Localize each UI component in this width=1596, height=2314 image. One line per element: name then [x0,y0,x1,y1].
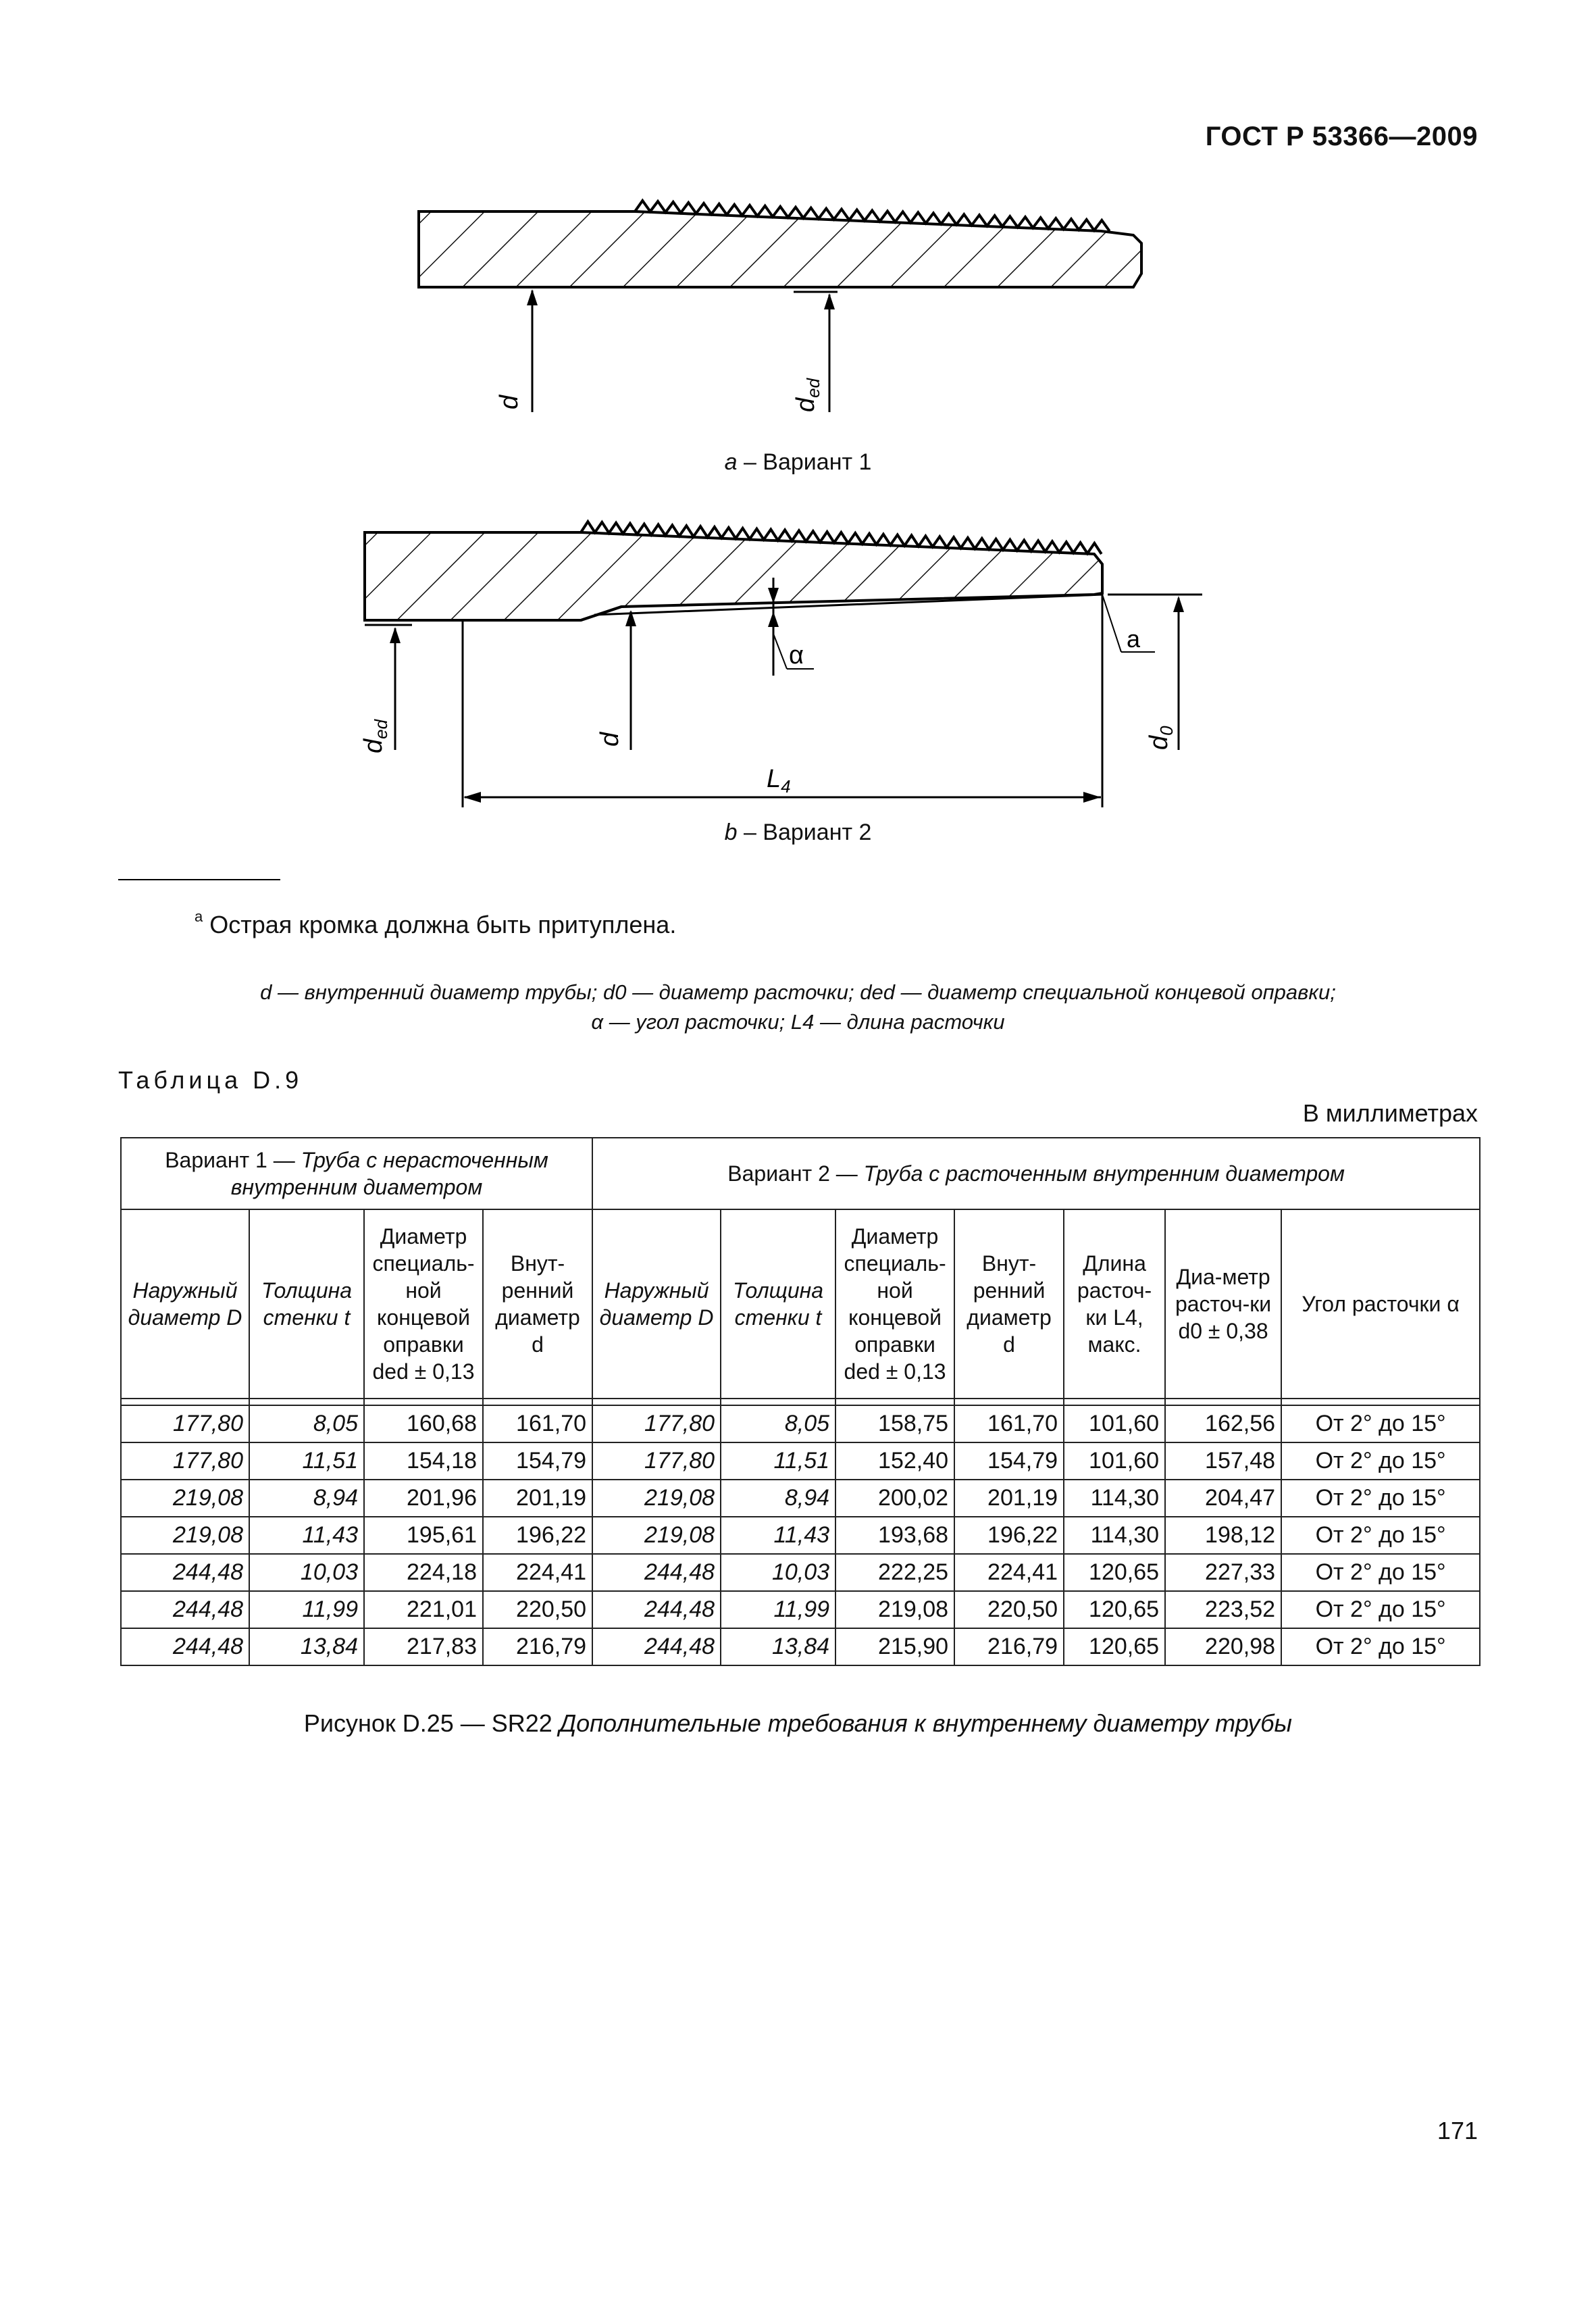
table-cell: 154,18 [364,1442,483,1480]
table-cell: 161,70 [954,1405,1064,1442]
table-cell: 201,19 [483,1480,592,1517]
table-cell: 154,79 [954,1442,1064,1480]
table-cell: 198,12 [1165,1517,1281,1554]
col-outer-diameter-2: Наружный диаметр D [592,1209,721,1399]
table-cell: От 2° до 15° [1281,1480,1480,1517]
table-cell: 196,22 [483,1517,592,1554]
footnote-divider [118,879,280,880]
table-cell: 220,50 [954,1591,1064,1628]
table-row [121,1480,1480,1517]
label-ded-variant2: $d_{ed}$ [359,719,391,753]
table-cell: 201,96 [364,1480,483,1517]
table-cell: 224,41 [954,1554,1064,1591]
col-mandrel-diameter-2: Диаметр специаль-ной концевой оправки ded ± 0,13 [835,1209,954,1399]
variant-a-caption: a – Вариант 1 [724,449,872,475]
table-cell: 8,05 [249,1405,364,1442]
figure-caption: Рисунок D.25 — SR22 Дополнительные требования к внутреннему диаметру трубы [303,1709,1293,1737]
table-units: В миллиметрах [1302,1099,1478,1127]
table-cell: 200,02 [835,1480,954,1517]
col-wall-thickness-2: Толщина стенки t [721,1209,835,1399]
table-row [121,1591,1480,1628]
table-cell: 152,40 [835,1442,954,1480]
table-cell: 13,84 [249,1628,364,1665]
table-cell: 154,79 [483,1442,592,1480]
table-cell: От 2° до 15° [1281,1517,1480,1554]
col-bore-length: Длина расточ-ки L4, макс. [1064,1209,1165,1399]
table-cell: 220,50 [483,1591,592,1628]
table-cell: 201,19 [954,1480,1064,1517]
table-cell: 177,80 [592,1442,721,1480]
table-row [121,1517,1480,1554]
table-cell: 215,90 [835,1628,954,1665]
table-row [121,1554,1480,1591]
col-bore-angle: Угол расточки α [1281,1209,1480,1399]
data-table [120,1137,1481,1666]
table-cell: 120,65 [1064,1554,1165,1591]
table-cell: 13,84 [721,1628,835,1665]
page-number: 171 [1437,2117,1478,2144]
legend-line-2: α — угол расточки; L4 — длина расточки [591,1010,1005,1034]
label-L4: $L_4$ [767,765,791,797]
table-row [121,1405,1480,1442]
table-cell: 219,08 [592,1517,721,1554]
footnote: $^a$ Острая кромка должна быть притуплена. [195,908,677,938]
table-cell: 227,33 [1165,1554,1281,1591]
variant2-section [359,522,1202,807]
table-cell: 195,61 [364,1517,483,1554]
table-cell: 220,98 [1165,1628,1281,1665]
table-cell: От 2° до 15° [1281,1628,1480,1665]
table-cell: 101,60 [1064,1442,1165,1480]
table-cell: 158,75 [835,1405,954,1442]
table-cell: 101,60 [1064,1405,1165,1442]
table-title: Таблица D.9 [118,1066,303,1094]
col-wall-thickness: Толщина стенки t [249,1209,364,1399]
group-header-variant1: Вариант 1 — Труба с нерасточенным внутренним диаметром [121,1138,592,1209]
table-cell: 219,08 [121,1480,249,1517]
table-cell: 224,41 [483,1554,592,1591]
table-cell: 177,80 [121,1442,249,1480]
col-mandrel-diameter: Диаметр специаль-ной концевой оправки ded ± 0,13 [364,1209,483,1399]
table-cell: 8,94 [721,1480,835,1517]
table-cell: 219,08 [835,1591,954,1628]
table-cell: 204,47 [1165,1480,1281,1517]
table-cell: 177,80 [121,1405,249,1442]
table-cell: 162,56 [1165,1405,1281,1442]
col-outer-diameter: Наружный диаметр D [121,1209,249,1399]
label-a-mark: a [1127,625,1141,653]
table-cell: 11,99 [721,1591,835,1628]
table-cell: 157,48 [1165,1442,1281,1480]
table-cell: 244,48 [592,1591,721,1628]
table-row [121,1628,1480,1665]
variant1-section [419,201,1141,412]
table-cell: 193,68 [835,1517,954,1554]
label-ded-variant1: $d_{ed}$ [792,378,823,412]
table-cell: 11,43 [721,1517,835,1554]
table-cell: 11,43 [249,1517,364,1554]
table-cell: 10,03 [249,1554,364,1591]
table-cell: 11,99 [249,1591,364,1628]
table-cell: 244,48 [121,1554,249,1591]
table-cell: От 2° до 15° [1281,1554,1480,1591]
col-bore-diameter: Диа-метр расточ-ки d0 ± 0,38 [1165,1209,1281,1399]
table-cell: 161,70 [483,1405,592,1442]
pipe-drawing [0,0,1596,865]
label-d-variant1: d [495,395,523,409]
col-inner-diameter: Внут-ренний диаметр d [483,1209,592,1399]
table-cell: 11,51 [721,1442,835,1480]
table-cell: 114,30 [1064,1480,1165,1517]
table-cell: 224,18 [364,1554,483,1591]
table-cell: 8,05 [721,1405,835,1442]
table-cell: 120,65 [1064,1628,1165,1665]
table-cell: 8,94 [249,1480,364,1517]
table-cell: 217,83 [364,1628,483,1665]
table-cell: 11,51 [249,1442,364,1480]
table-cell: 244,48 [121,1628,249,1665]
table-row [121,1442,1480,1480]
group-header-variant2: Вариант 2 — Труба с расточенным внутренним диаметром [592,1138,1480,1209]
standard-header: ГОСТ Р 53366—2009 [1205,122,1478,151]
table-cell: 244,48 [592,1628,721,1665]
table-cell: 244,48 [121,1591,249,1628]
table-cell: От 2° до 15° [1281,1442,1480,1480]
table-cell: 10,03 [721,1554,835,1591]
table-cell: 219,08 [121,1517,249,1554]
table-cell: 221,01 [364,1591,483,1628]
table-cell: От 2° до 15° [1281,1405,1480,1442]
table-cell: 114,30 [1064,1517,1165,1554]
table-cell: 196,22 [954,1517,1064,1554]
table-cell: 223,52 [1165,1591,1281,1628]
table-cell: 222,25 [835,1554,954,1591]
legend-line-1: d — внутренний диаметр трубы; d0 — диаметр расточки; ded — диаметр специальной концевой оправки; [260,980,1336,1004]
table-cell: 216,79 [954,1628,1064,1665]
label-d-variant2: d [596,732,624,747]
table-cell: 177,80 [592,1405,721,1442]
table-cell: 244,48 [592,1554,721,1591]
col-inner-diameter-2: Внут-ренний диаметр d [954,1209,1064,1399]
label-d0: $d_0$ [1145,726,1177,750]
table-cell: 120,65 [1064,1591,1165,1628]
label-alpha: α [789,641,804,670]
variant-b-caption: b – Вариант 2 [724,820,872,845]
table-cell: От 2° до 15° [1281,1591,1480,1628]
table-cell: 219,08 [592,1480,721,1517]
table-cell: 160,68 [364,1405,483,1442]
table-cell: 216,79 [483,1628,592,1665]
